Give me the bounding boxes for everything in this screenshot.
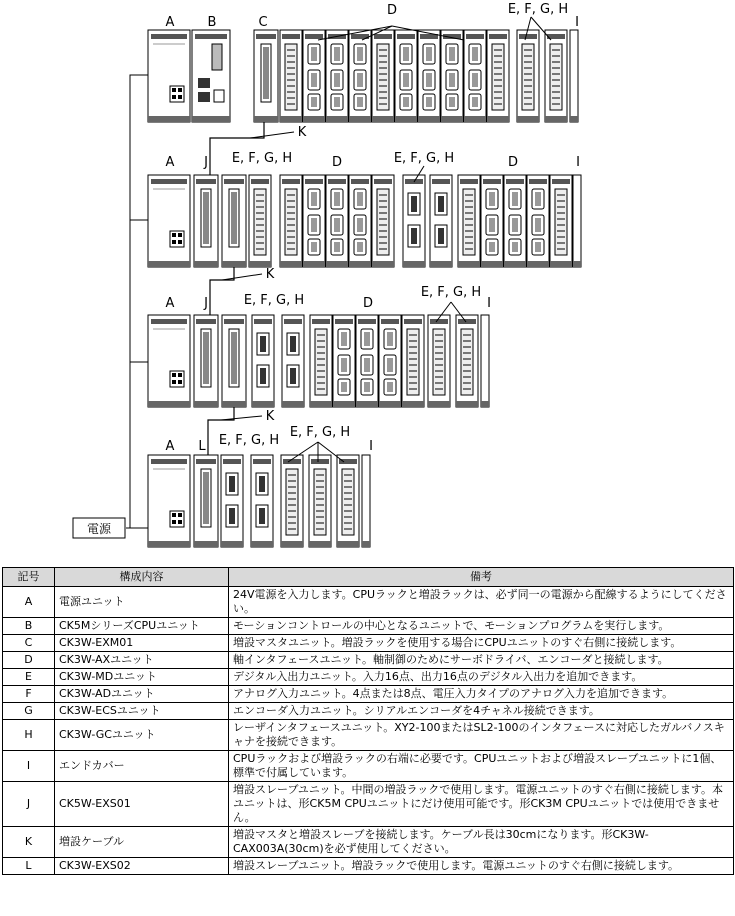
callout-a-rack2: A: [165, 155, 175, 170]
callout-b: B: [207, 15, 217, 30]
table-row: [3, 782, 734, 827]
callout-a-rack4: A: [165, 439, 175, 454]
row-symbol: A: [3, 587, 55, 618]
row-symbol: K: [3, 827, 55, 858]
callout-i-rack2: I: [576, 155, 580, 170]
row-remark: モーションコントロールの中心となるユニットで、モーションプログラムを実行します。: [229, 618, 734, 635]
table-row: [3, 703, 734, 720]
row-remark: CPUラックおよび増設ラックの右端に必要です。CPUユニットおよび増設スレーブユニットに1個、標準で付属しています。: [229, 751, 734, 782]
callout-d-rack2a: D: [331, 155, 343, 170]
table-row: [3, 751, 734, 782]
callout-efgh-rack1: E, F, G, H: [507, 2, 569, 17]
row-name: CK3W-ADユニット: [55, 686, 229, 703]
callout-i-rack4: I: [369, 439, 373, 454]
row-remark: 増設マスタユニット。増設ラックを使用する場合にCPUユニットのすぐ右側に接続します。: [229, 635, 734, 652]
callout-k-3: K: [265, 409, 275, 424]
row-name: CK5MシリーズCPUユニット: [55, 618, 229, 635]
row-name: CK3W-EXS02: [55, 858, 229, 875]
expansion-rack-3: [148, 455, 370, 547]
cpu-rack: [148, 30, 578, 122]
callout-j-rack3: J: [204, 296, 208, 311]
row-symbol: I: [3, 751, 55, 782]
power-wiring: [126, 75, 148, 528]
row-name: CK3W-GCユニット: [55, 720, 229, 751]
row-remark: レーザインタフェースユニット。XY2-100またはSL2-100のインタフェースに対応したガルバノスキャナを接続できます。: [229, 720, 734, 751]
callout-k-2: K: [265, 267, 275, 282]
callout-a-rack3: A: [165, 296, 175, 311]
table-row: [3, 669, 734, 686]
callout-efgh-rack2b: E, F, G, H: [393, 151, 455, 166]
row-symbol: D: [3, 652, 55, 669]
row-name: CK5W-EXS01: [55, 782, 229, 827]
header-remarks: 備考: [229, 568, 734, 587]
row-name: CK3W-AXユニット: [55, 652, 229, 669]
row-symbol: G: [3, 703, 55, 720]
callout-d-rack3: D: [362, 296, 374, 311]
row-remark: デジタル入出力ユニット。入力16点、出力16点のデジタル入出力を追加できます。: [229, 669, 734, 686]
callout-d-rack1: D: [386, 3, 398, 18]
row-symbol: F: [3, 686, 55, 703]
row-symbol: C: [3, 635, 55, 652]
callout-efgh-rack3a: E, F, G, H: [243, 293, 305, 308]
row-remark: エンコーダ入力ユニット。シリアルエンコーダを4チャネル接続できます。: [229, 703, 734, 720]
header-symbol: 記号: [3, 568, 55, 587]
expansion-rack-2: [148, 315, 489, 407]
table-row: [3, 618, 734, 635]
table-row: [3, 720, 734, 751]
configuration-table: [2, 567, 734, 875]
row-symbol: B: [3, 618, 55, 635]
callout-efgh-rack4a: E, F, G, H: [218, 433, 280, 448]
callout-efgh-rack4b: E, F, G, H: [289, 425, 351, 440]
callout-efgh-rack2a: E, F, G, H: [231, 151, 293, 166]
row-name: 電源ユニット: [55, 587, 229, 618]
expansion-rack-1: [148, 175, 581, 267]
row-symbol: H: [3, 720, 55, 751]
row-name: CK3W-MDユニット: [55, 669, 229, 686]
table-header-row: [3, 568, 734, 587]
power-source-label: 電源: [86, 522, 112, 536]
row-remark: 増設スレーブユニット。増設ラックで使用します。電源ユニットのすぐ右側に接続します。: [229, 858, 734, 875]
row-remark: 24V電源を入力します。CPUラックと増設ラックは、必ず同一の電源から配線するようにしてください。: [229, 587, 734, 618]
row-name: エンドカバー: [55, 751, 229, 782]
table-row: [3, 652, 734, 669]
callout-k-1: K: [297, 125, 307, 140]
table-row: [3, 587, 734, 618]
row-name: CK3W-EXM01: [55, 635, 229, 652]
callout-j-rack2: J: [204, 155, 208, 170]
callout-i-rack1: I: [575, 15, 579, 30]
row-symbol: L: [3, 858, 55, 875]
table-row: [3, 827, 734, 858]
callout-d-rack2b: D: [507, 155, 519, 170]
row-name: CK3W-ECSユニット: [55, 703, 229, 720]
callout-c: C: [258, 15, 268, 30]
row-remark: アナログ入力ユニット。4点または8点、電圧入力タイプのアナログ入力を追加できます。: [229, 686, 734, 703]
row-name: 増設ケーブル: [55, 827, 229, 858]
row-remark: 増設マスタと増設スレーブを接続します。ケーブル長は30cmになります。形CK3W-CAX003A(30cm)を必ず使用してください。: [229, 827, 734, 858]
callout-a-rack1: A: [165, 15, 175, 30]
callout-i-rack3: I: [487, 296, 491, 311]
table-row: [3, 858, 734, 875]
table-row: [3, 635, 734, 652]
callout-efgh-rack3b: E, F, G, H: [420, 285, 482, 300]
row-symbol: J: [3, 782, 55, 827]
row-remark: 軸インタフェースユニット。軸制御のためにサーボドライバ、エンコーダと接続します。: [229, 652, 734, 669]
header-content: 構成内容: [55, 568, 229, 587]
row-remark: 増設スレーブユニット。中間の増設ラックで使用します。電源ユニットのすぐ右側に接続します。本ユニットは、形CK5M CPUユニットにだけ使用可能です。形CK3M CPUユニットでは使用できません。: [229, 782, 734, 827]
callout-l: L: [198, 439, 206, 454]
row-symbol: E: [3, 669, 55, 686]
table-row: [3, 686, 734, 703]
